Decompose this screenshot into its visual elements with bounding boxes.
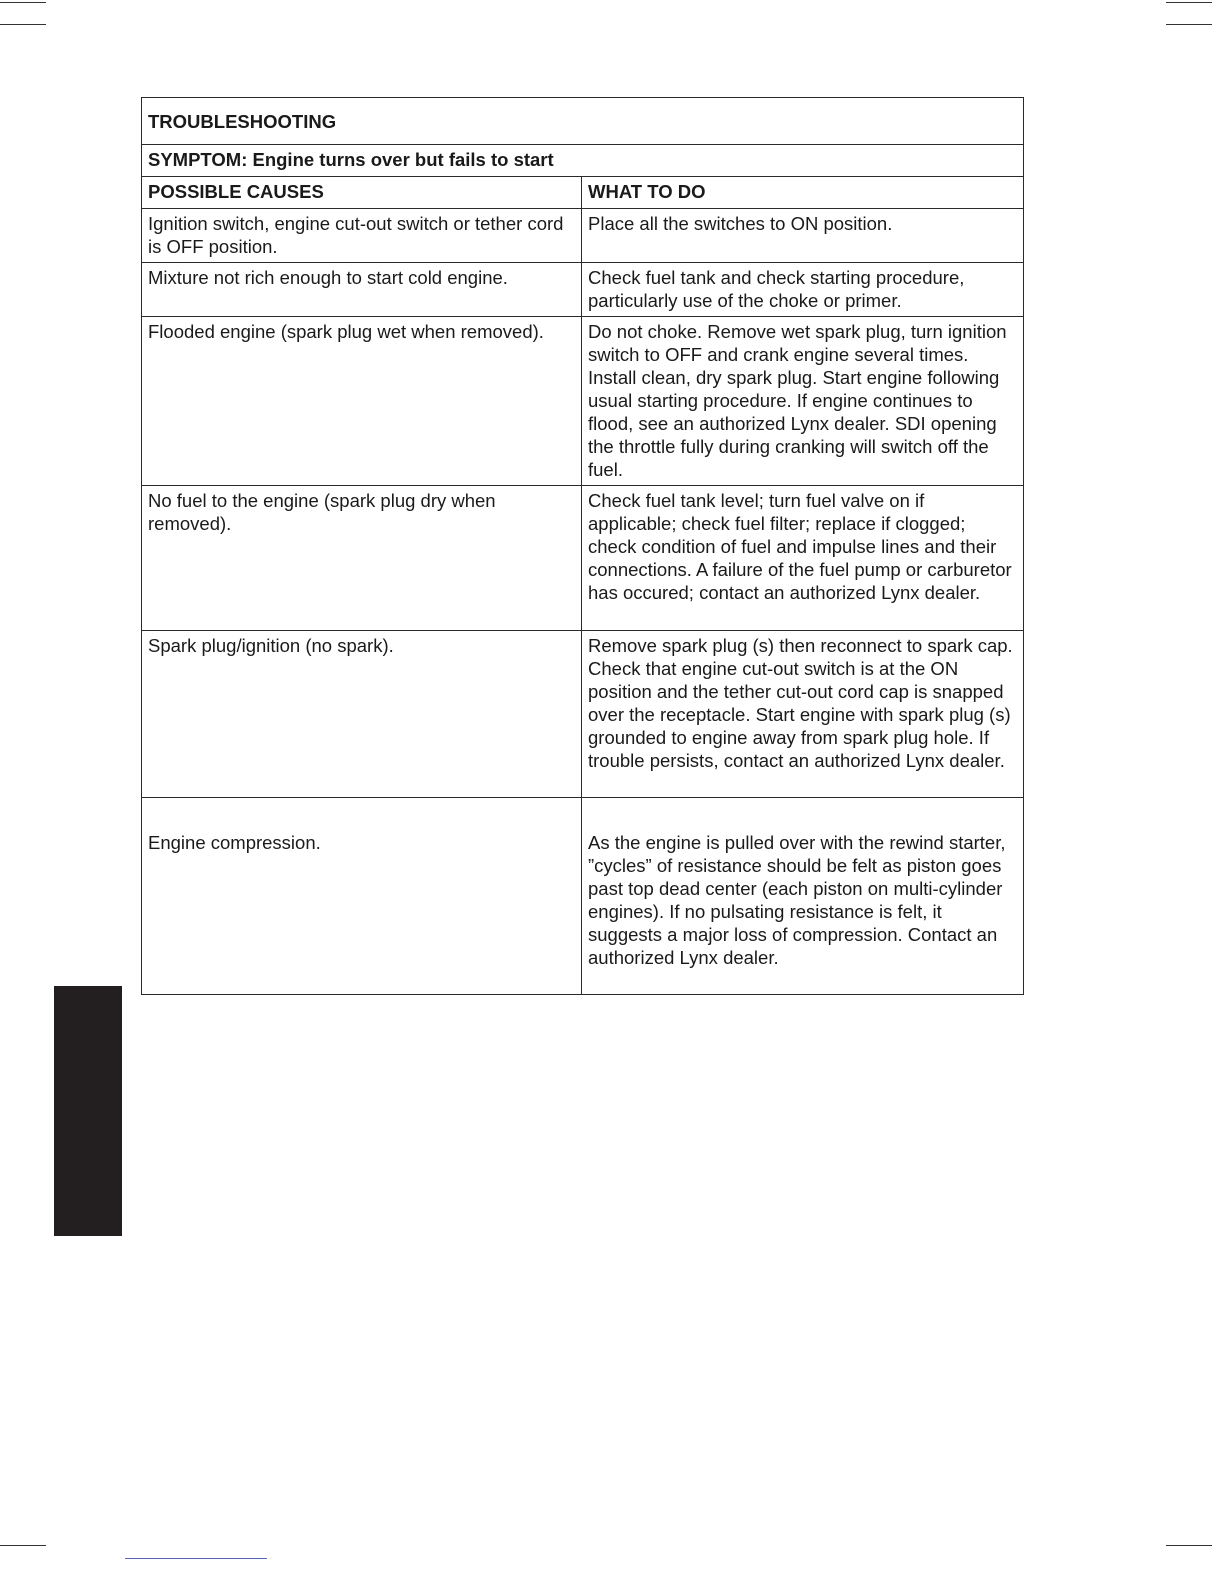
column-header-action: WHAT TO DO [582,177,1024,209]
crop-mark [1166,2,1212,3]
column-header-causes: POSSIBLE CAUSES [142,177,582,209]
crop-mark [0,1545,46,1546]
cause-cell: Spark plug/ignition (no spark). [142,631,582,798]
cause-cell: Flooded engine (spark plug wet when removed). [142,317,582,486]
table-row [142,263,1024,317]
footer-rule [125,1558,267,1559]
action-cell: Place all the switches to ON position. [582,209,1024,263]
table-row [142,486,1024,631]
action-cell: As the engine is pulled over with the rewind starter, ”cycles” of resistance should be felt as piston goes past top dead center (each piston on multi-cylinder engines). If no pulsating resistance is felt, it suggests a major loss of compression. Contact an authorized Lynx dealer. [582,798,1024,995]
section-tab [54,986,122,1236]
table-title: TROUBLESHOOTING [142,98,1024,145]
action-cell: Do not choke. Remove wet spark plug, turn ignition switch to OFF and crank engine several times. Install clean, dry spark plug. Start engine following usual starting procedure. If engine continues to flood, see an authorized Lynx dealer. SDI opening the throttle fully during cranking will switch off the fuel. [582,317,1024,486]
table-row [142,631,1024,798]
table-row [142,317,1024,486]
action-cell: Check fuel tank level; turn fuel valve on if applicable; check fuel filter; replace if clogged; check condition of fuel and impulse lines and their connections. A failure of the fuel pump or carburetor has occured; contact an authorized Lynx dealer. [582,486,1024,631]
cause-cell: Engine compression. [142,798,582,995]
crop-mark [1166,24,1212,25]
cause-cell: Mixture not rich enough to start cold engine. [142,263,582,317]
crop-mark [0,24,46,25]
crop-mark [1166,1545,1212,1546]
table-row [142,209,1024,263]
cause-cell: No fuel to the engine (spark plug dry when removed). [142,486,582,631]
action-cell: Remove spark plug (s) then reconnect to spark cap. Check that engine cut-out switch is at the ON position and the tether cut-out cord cap is snapped over the receptacle. Start engine with spark plug (s) grounded to engine away from spark plug hole. If trouble persists, contact an authorized Lynx dealer. [582,631,1024,798]
action-cell: Check fuel tank and check starting procedure, particularly use of the choke or primer. [582,263,1024,317]
cause-cell: Ignition switch, engine cut-out switch or tether cord is OFF position. [142,209,582,263]
crop-mark [0,2,46,3]
table-row [142,798,1024,995]
symptom-heading: SYMPTOM: Engine turns over but fails to start [142,145,1024,177]
troubleshooting-table [141,97,1024,995]
